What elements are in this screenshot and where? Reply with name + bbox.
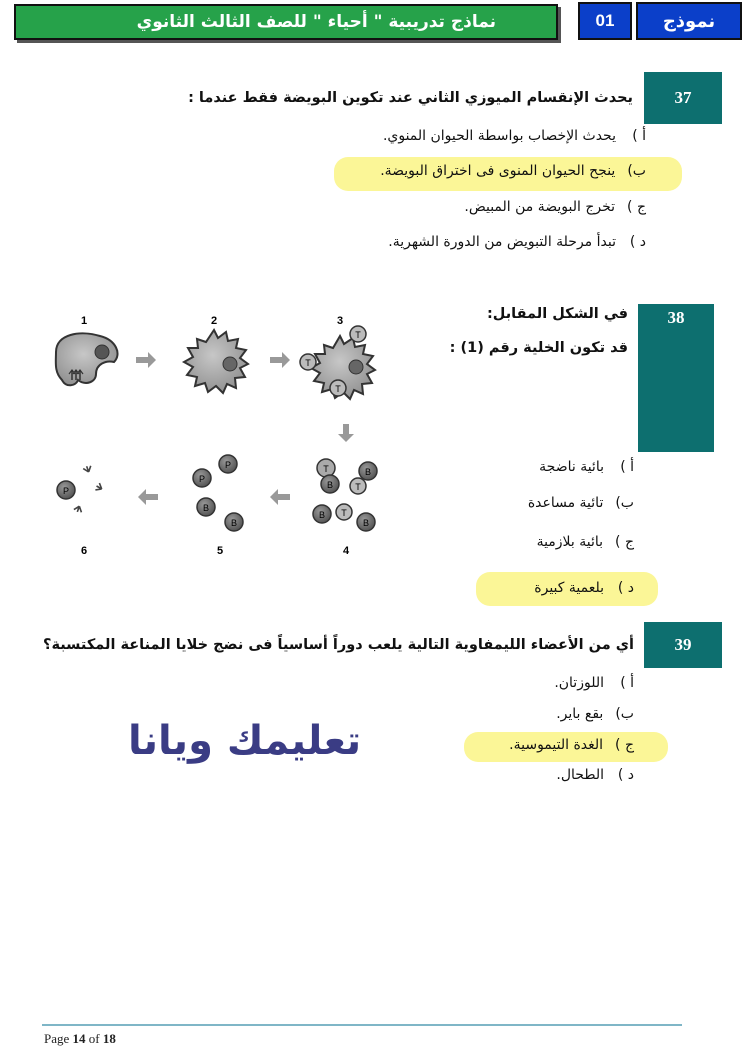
question-text: في الشكل المقابل: [486,306,628,322]
p-cell-label: P [198,474,206,484]
option-text: بائية بلازمية [536,534,604,550]
t-cell-label: T [355,330,361,340]
option-text: ينجح الحيوان المنوى فى اختراق البويضة. [380,163,616,179]
apc-with-t-cells [300,326,375,399]
figure-number-6: 6 [80,545,88,557]
t-cell-label: T [355,482,361,492]
b-cell-label: B [326,480,334,490]
plasma-and-b-cells [193,455,243,531]
immune-cells-figure [40,304,410,564]
watermark-text: تعليمك ويانا [128,718,362,764]
footer-of: of [88,1031,100,1046]
option-b[interactable] [380,163,646,179]
t-cell-label: T [341,508,347,518]
question-number: 38 [667,308,685,327]
option-d[interactable] [388,234,646,250]
option-letter: ج ) [615,534,634,550]
option-text: تبدأ مرحلة التبويض من الدورة الشهرية. [388,234,616,250]
option-text: بلعمية كبيرة [534,580,604,596]
question-subtext: قد تكون الخلية رقم (1) : [449,340,628,356]
option-text: الطحال. [556,767,604,783]
option-b[interactable] [556,706,634,722]
b-cell-label: B [364,467,372,477]
option-letter: أ ) [620,459,634,475]
option-letter: ب) [615,495,634,511]
b-cell-label: B [202,503,210,513]
t-cell-label: T [335,384,341,394]
option-text: تخرج البويضة من المبيض. [464,199,616,215]
option-text: الغدة التيموسية. [509,737,604,753]
b-cell-label: B [230,518,238,528]
option-text: اللوزتان. [554,675,604,691]
p-cell-label: P [224,460,232,470]
option-d[interactable] [534,580,634,596]
option-letter: أ ) [632,128,646,144]
antigen-presenting-cell [184,330,248,393]
option-letter: ب) [615,706,634,722]
b-and-t-cells-group [313,459,377,531]
option-text: بائية ناضجة [539,459,604,475]
arrow-right [270,352,290,368]
figure-number-2: 2 [210,315,218,327]
t-cell-label: T [305,358,311,368]
arrow-left [270,489,290,505]
footer-divider [42,1024,682,1026]
figure-number-5: 5 [216,545,224,557]
plasma-cell-with-antibodies [57,465,104,513]
footer-prefix: Page [44,1031,70,1046]
option-text: تائية مساعدة [527,495,604,511]
arrow-down [338,424,354,442]
option-d[interactable] [556,767,634,783]
b-cell-label: B [318,510,326,520]
figure-number-1: 1 [80,315,88,327]
option-text: يحدث الإخصاب بواسطة الحيوان المنوي. [382,128,616,144]
header-number: 01 [578,2,632,40]
arrow-right [136,352,156,368]
question-number: 39 [674,635,692,654]
header-title: نماذج تدريبية " أحياء " للصف الثالث الثانوي [14,4,558,40]
footer-current-page: 14 [72,1031,86,1046]
option-letter: د ) [617,580,634,596]
t-cell-label: T [323,464,329,474]
question-text: أي من الأعضاء الليمفاوية التالية يلعب دوراً أساسياً فى نضج خلايا المناعة المكتسبة؟ [43,637,634,653]
question-number-box [644,72,722,124]
option-a[interactable] [539,459,634,475]
question-number: 37 [674,88,692,107]
option-letter: ج ) [627,199,646,215]
option-b[interactable] [528,495,634,511]
option-c[interactable] [509,737,634,753]
question-number-box [644,622,722,668]
option-letter: د ) [617,767,634,783]
figure-number-3: 3 [336,315,344,327]
footer-total-pages: 18 [102,1031,116,1046]
option-a[interactable] [383,128,646,144]
question-text: يحدث الإنقسام الميوزي الثاني عند تكوين البويضة فقط عندما : [188,90,633,106]
option-letter: أ ) [620,675,634,691]
p-cell-label: P [62,486,70,496]
option-text: بقع باير. [556,706,604,722]
option-c[interactable] [537,534,634,550]
header-model-label: نموذج [636,2,742,40]
macrophage-cell [56,333,118,385]
option-letter: ب) [627,163,646,179]
option-c[interactable] [464,199,646,215]
page-footer [44,1031,116,1047]
arrow-left [138,489,158,505]
option-letter: ج ) [615,737,634,753]
b-cell-label: B [362,518,370,528]
option-letter: د ) [629,234,646,250]
figure-number-4: 4 [342,545,350,557]
question-number-box [638,304,714,452]
option-a[interactable] [554,675,634,691]
